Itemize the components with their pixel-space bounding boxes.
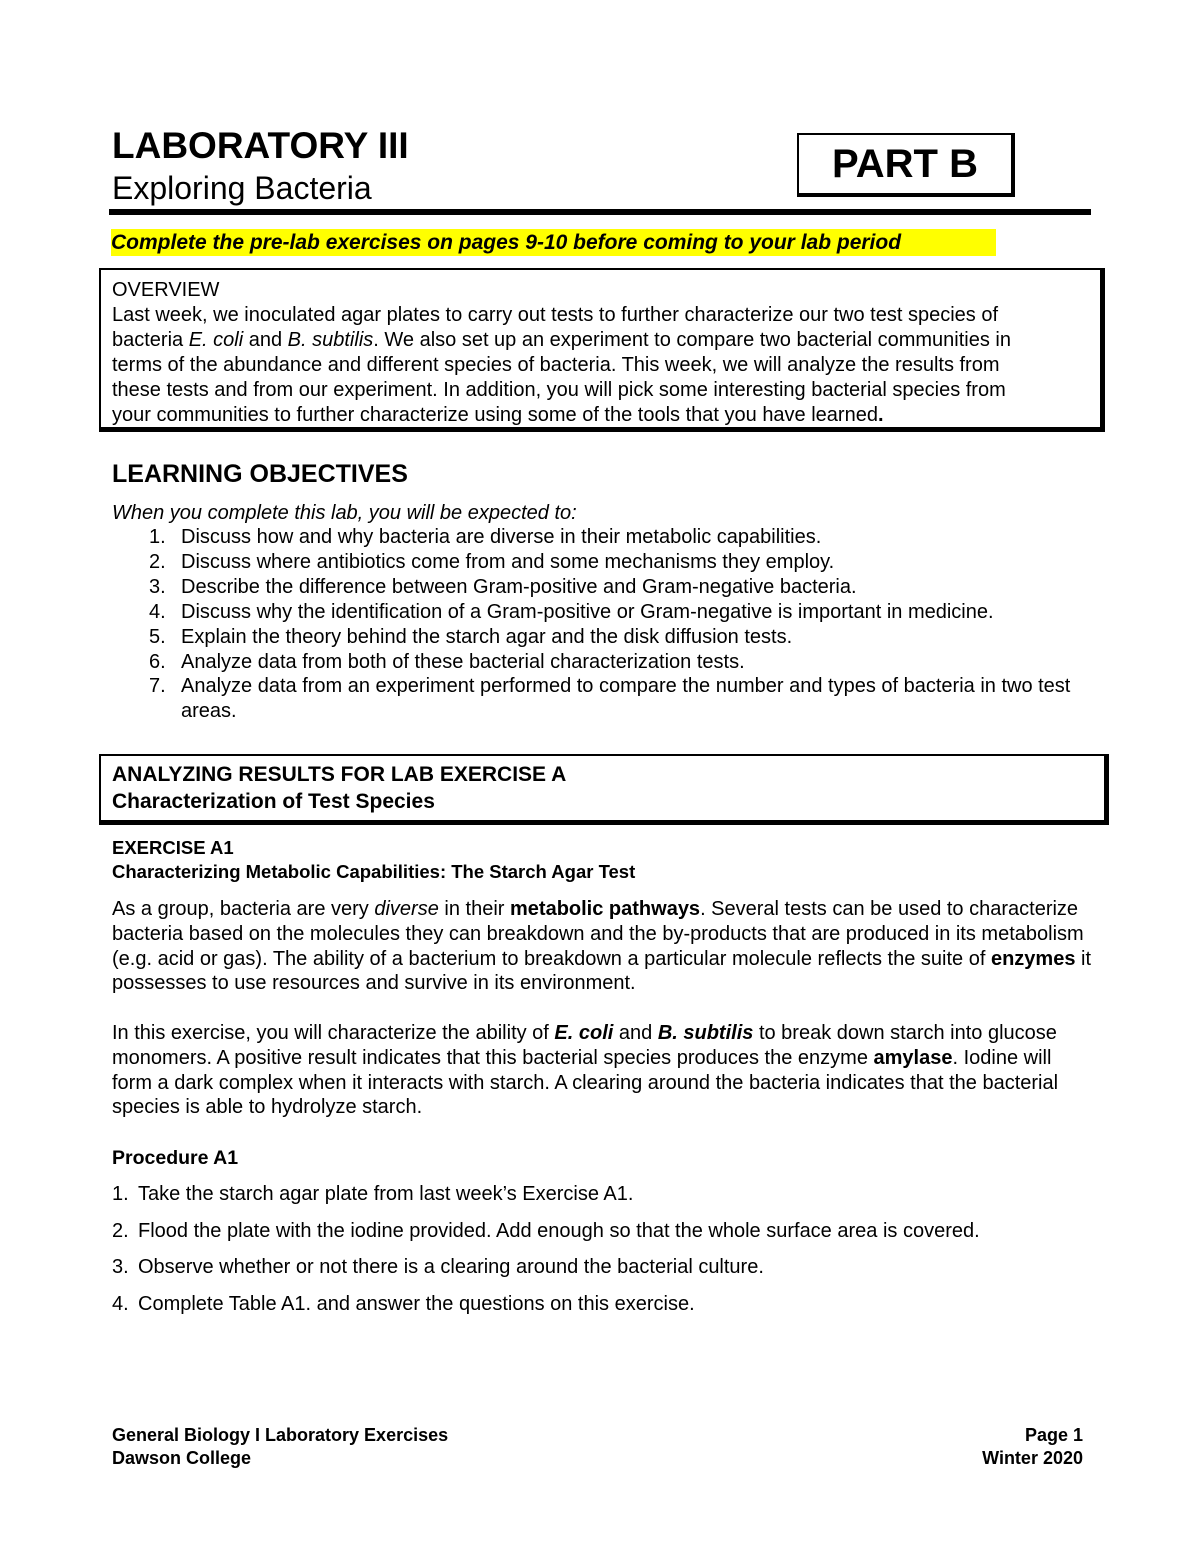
learning-objective-number: 5.: [149, 625, 166, 648]
learning-objective-number: 6.: [149, 650, 166, 673]
learning-objective-number: 3.: [149, 575, 166, 598]
learning-objectives-list: [112, 525, 1102, 724]
procedure-step: [112, 1292, 1012, 1317]
footer-page-number: Page 1: [1024, 1425, 1083, 1445]
learning-objectives-intro: When you complete this lab, you will be expected to:: [112, 502, 577, 524]
learning-objective-text: Describe the difference between Gram-positive and Gram-negative bacteria.: [181, 575, 857, 598]
title-divider: [109, 209, 1091, 215]
procedure-step-number: 4.: [112, 1292, 129, 1315]
overview-line: bacteria E. coli and B. subtilis. We also set up an experiment to compare two bacterial communities in: [112, 329, 1011, 351]
section-a-subheading: Characterization of Test Species: [112, 790, 435, 813]
learning-objective-text: Analyze data from both of these bacterial characterization tests.: [181, 650, 745, 673]
procedure-a1-list: [112, 1182, 1012, 1328]
procedure-step-number: 3.: [112, 1256, 129, 1278]
lab-subtitle: Exploring Bacteria: [112, 170, 372, 206]
procedure-step: [112, 1255, 1012, 1280]
learning-objective-item: [112, 600, 1102, 625]
exercise-a1-title: EXERCISE A1: [112, 837, 234, 858]
procedure-step-text: Complete Table A1. and answer the questions on this exercise.: [138, 1292, 695, 1315]
exercise-a1-paragraph-2: In this exercise, you will characterize the ability of E. coli and B. subtilis to break down starch into glucose monomers. A positive result indicates that this bacterial species produces the enzyme amylase. Iodine will form a dark complex when it interacts with starch. A clearing around the bacteria indicates that the bacterial species is able to hydrolyze starch.: [112, 1022, 1059, 1119]
section-a-heading: ANALYZING RESULTS FOR LAB EXERCISE A: [112, 763, 567, 786]
learning-objective-item: [112, 625, 1102, 650]
learning-objective-text: Discuss where antibiotics come from and some mechanisms they employ.: [181, 550, 835, 573]
learning-objective-item: [112, 525, 1102, 550]
overview-line: Last week, we inoculated agar plates to carry out tests to further characterize our two test species of: [112, 304, 998, 326]
overview-heading: OVERVIEW: [112, 279, 220, 301]
overview-box: [99, 268, 1105, 432]
learning-objective-text: Analyze data from an experiment performed to compare the number and types of bacteria in two test areas.: [181, 675, 1071, 723]
section-a-box: [99, 754, 1109, 825]
learning-objective-item: [112, 674, 1102, 724]
learning-objective-item: [112, 575, 1102, 600]
learning-objective-number: 1.: [149, 526, 166, 548]
procedure-step: [112, 1182, 1012, 1207]
procedure-a1-title: Procedure A1: [112, 1147, 239, 1169]
procedure-step-number: 2.: [112, 1219, 129, 1242]
overview-text: [112, 303, 1090, 428]
exercise-a1-paragraph-1: As a group, bacteria are very diverse in their metabolic pathways. Several tests can be used to characterize bacteria based on the molecules they can breakdown and the by-products that are produced in its metabolism (e.g. acid or gas). The ability of a bacterium to breakdown a particular molecule reflects the suite of enzymes it possesses to use resources and survive in its environment.: [112, 898, 1092, 995]
lab-title: LABORATORY III: [112, 125, 409, 166]
footer-term: Winter 2020: [982, 1448, 1083, 1468]
exercise-a1-subtitle: Characterizing Metabolic Capabilities: The Starch Agar Test: [112, 861, 636, 882]
procedure-step: [112, 1219, 1012, 1244]
learning-objective-text: Discuss how and why bacteria are diverse in their metabolic capabilities.: [181, 526, 822, 548]
learning-objective-text: Discuss why the identification of a Gram-positive or Gram-negative is important in medicine.: [181, 600, 994, 623]
footer-college: Dawson College: [112, 1448, 252, 1468]
learning-objectives-heading: LEARNING OBJECTIVES: [112, 460, 408, 488]
learning-objective-item: [112, 550, 1102, 575]
learning-objective-number: 2.: [149, 550, 166, 573]
footer-left: [112, 1424, 448, 1470]
procedure-step-text: Flood the plate with the iodine provided. Add enough so that the whole surface area is covered.: [138, 1219, 980, 1242]
learning-objective-number: 7.: [149, 675, 166, 698]
prelab-note: Complete the pre-lab exercises on pages 9-10 before coming to your lab period: [111, 229, 996, 256]
footer-right: [982, 1424, 1083, 1470]
procedure-step-number: 1.: [112, 1183, 129, 1205]
overview-line: these tests and from our experiment. In addition, you will pick some interesting bacterial species from: [112, 379, 1006, 401]
overview-line: your communities to further characterize using some of the tools that you have learned.: [112, 404, 884, 426]
procedure-step-text: Observe whether or not there is a clearing around the bacterial culture.: [138, 1256, 764, 1278]
overview-line: terms of the abundance and different species of bacteria. This week, we will analyze the results from: [112, 354, 1000, 376]
learning-objective-number: 4.: [149, 600, 166, 623]
footer-course: General Biology I Laboratory Exercises: [112, 1425, 449, 1445]
learning-objective-text: Explain the theory behind the starch agar and the disk diffusion tests.: [181, 625, 793, 648]
part-badge: PART B: [797, 133, 1015, 197]
procedure-step-text: Take the starch agar plate from last week’s Exercise A1.: [138, 1183, 634, 1205]
learning-objective-item: [112, 650, 1102, 675]
